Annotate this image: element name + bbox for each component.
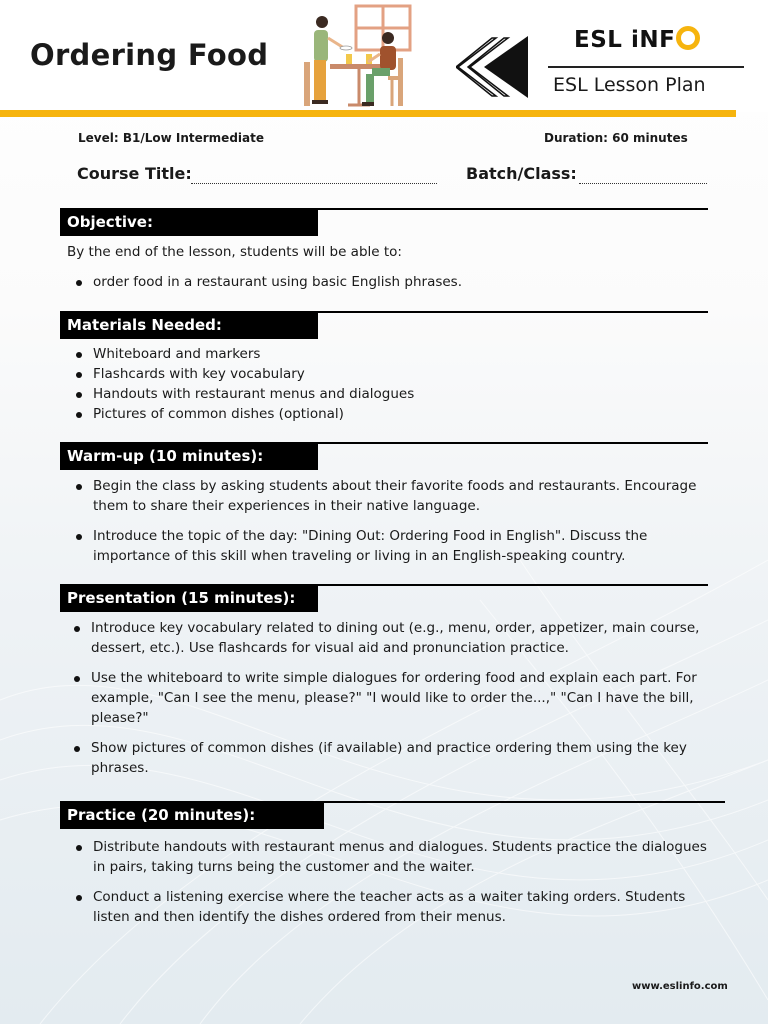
list-item: Show pictures of common dishes (if available) and practice ordering them using the key phrases. <box>67 738 743 778</box>
course-title-label: Course Title: <box>77 164 192 183</box>
practice-list <box>69 837 709 927</box>
materials-heading: Materials Needed: <box>60 312 318 339</box>
list-item: Use the whiteboard to write simple dialogues for ordering food and explain each part. For example, "Can I see the menu, please?" "I would like to order the...," "Can I have the bill, please?" <box>67 668 743 728</box>
page-title: Ordering Food <box>30 38 269 72</box>
warmup-list <box>69 476 699 566</box>
list-item: Introduce key vocabulary related to dining out (e.g., menu, order, appetizer, main course, dessert, etc.). Use flashcards for visual aid and pronunciation practice. <box>67 618 743 658</box>
page-subtitle: ESL Lesson Plan <box>553 74 706 96</box>
duration-label: Duration: 60 minutes <box>544 131 688 145</box>
list-item: Whiteboard and markers <box>69 344 709 364</box>
list-item: Handouts with restaurant menus and dialogues <box>69 384 709 404</box>
restaurant-illustration <box>300 4 416 112</box>
eslinfo-logo: ESL iNF <box>574 26 700 53</box>
header-accent-bar <box>0 110 736 117</box>
logo-divider <box>548 66 744 68</box>
header <box>0 0 768 112</box>
logo-ring-icon <box>676 26 700 50</box>
objective-list <box>69 272 709 292</box>
practice-heading: Practice (20 minutes): <box>60 802 324 829</box>
list-item: Conduct a listening exercise where the teacher acts as a waiter taking orders. Students listen and then identify the dishes ordered from their menus. <box>69 887 709 927</box>
materials-list <box>69 344 709 424</box>
level-label: Level: B1/Low Intermediate <box>78 131 264 145</box>
batch-class-field[interactable] <box>579 183 707 184</box>
list-item: Introduce the topic of the day: "Dining Out: Ordering Food in English". Discuss the importance of this skill when traveling or living in an English-speaking country. <box>69 526 699 566</box>
presentation-list <box>67 618 743 778</box>
arrows-icon <box>456 36 532 98</box>
presentation-heading: Presentation (15 minutes): <box>60 585 318 612</box>
list-item: Distribute handouts with restaurant menus and dialogues. Students practice the dialogues in pairs, taking turns being the customer and the waiter. <box>69 837 709 877</box>
list-item: order food in a restaurant using basic English phrases. <box>69 272 709 292</box>
batch-class-label: Batch/Class: <box>466 164 577 183</box>
objective-heading: Objective: <box>60 209 318 236</box>
list-item: Pictures of common dishes (optional) <box>69 404 709 424</box>
warmup-heading: Warm-up (10 minutes): <box>60 443 318 470</box>
footer-url[interactable]: www.eslinfo.com <box>632 981 728 992</box>
objective-intro: By the end of the lesson, students will be able to: <box>67 244 402 260</box>
list-item: Flashcards with key vocabulary <box>69 364 709 384</box>
course-title-field[interactable] <box>191 183 437 184</box>
list-item: Begin the class by asking students about their favorite foods and restaurants. Encourage them to share their experiences in their native language. <box>69 476 699 516</box>
